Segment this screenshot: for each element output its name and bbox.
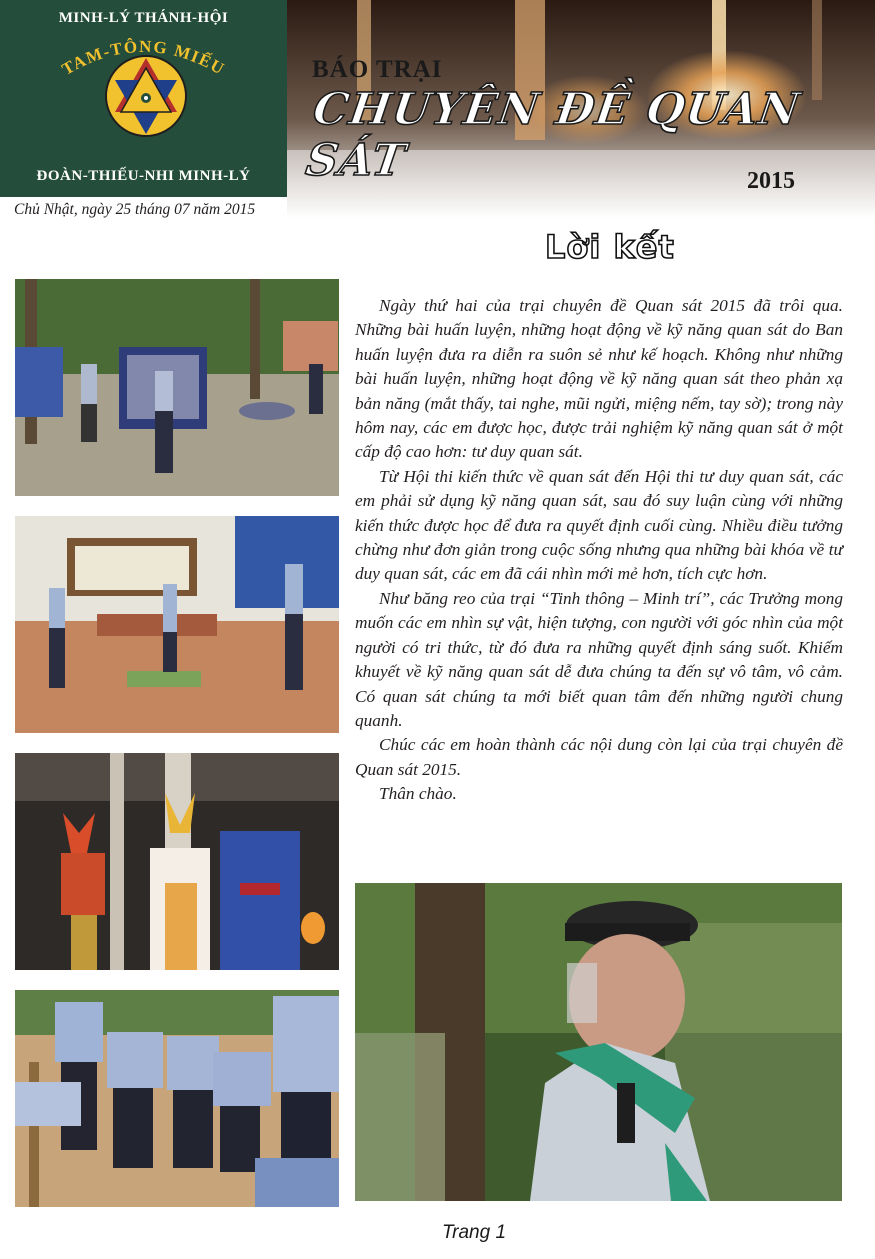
masthead <box>0 0 287 197</box>
photo-group-outdoor <box>15 990 339 1207</box>
temple-name: TAM-TÔNG MIẾU <box>58 36 229 79</box>
paragraph: Chúc các em hoàn thành các nội dung còn lại của trại chuyên đề Quan sát 2015. <box>355 735 843 779</box>
paragraph: Như băng reo của trại “Tinh thông – Minh trí”, các Trưởng mong muốn các em nhìn sự vật, hiện tượng, con người với góc nhìn của một người có tri thức, từ đó đưa ra những quyết định sáng suốt. Khiếm khuyết về kỹ năng quan sát dễ đưa chúng ta đến sự vô tâm, vô cảm. Có quan sát chúng ta mới biết quan tâm đến những người chung quanh. <box>355 588 843 730</box>
issue-date: Chủ Nhật, ngày 25 tháng 07 năm 2015 <box>14 201 256 218</box>
emblem-logo <box>104 54 188 138</box>
paragraph: Ngày thứ hai của trại chuyên đề Quan sát 2015 đã trôi qua. Những bài huấn luyện, những hoạt động về kỹ năng quan sát do Ban huấn luyện đưa ra diễn ra suôn sẻ như kế hoạch. Không như những bài huấn luyện, những hoạt động về kỹ năng quan sát theo phản xạ bản năng (mắt thấy, tai nghe, mũi ngửi, miệng nếm, tay sờ); trong này hôm nay, các em được học, được trải nghiệm kỹ năng quan sát ở một cấp độ cao hơn: tư duy quan sát. <box>355 296 843 462</box>
banner-title-line2: CHUYÊN ĐỀ QUAN SÁT <box>302 84 804 186</box>
article-heading: Lời kết <box>545 228 675 266</box>
photo-outdoor-game <box>15 279 339 496</box>
photo-indoor-activity <box>15 516 339 733</box>
org-name-bottom: ĐOÀN-THIẾU-NHI MINH-LÝ <box>36 168 251 184</box>
photo-leader-portrait <box>355 883 842 1201</box>
page-number: Trang 1 <box>441 1222 507 1243</box>
paragraph: Thân chào. <box>379 784 457 804</box>
org-name-top: MINH-LÝ THÁNH-HỘI <box>58 10 229 26</box>
banner-title-line1: BÁO TRẠI <box>312 56 443 83</box>
article-body <box>355 294 843 807</box>
paragraph: Từ Hội thi kiến thức về quan sát đến Hội thi tư duy quan sát, các em phải sử dụng kỹ năng quan sát, sau đó suy luận cùng với những kiến thức được học để đưa ra quyết định cuối cùng. Nhiều điều tưởng chừng như đơn giản trong cuộc sống nhưng qua những bài khóa về tư duy quan sát, các em đã cái nhìn mới mẻ hơn, tích cực hơn. <box>355 466 843 584</box>
banner-year: 2015 <box>747 168 795 194</box>
photo-costume-performance <box>15 753 339 970</box>
